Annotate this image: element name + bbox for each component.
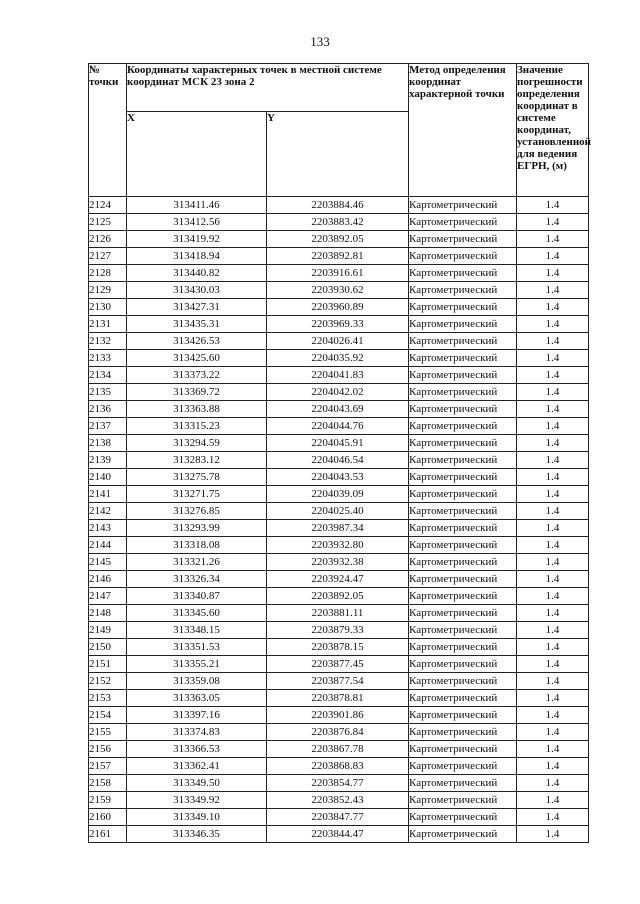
error-cell: 1.4 [517,537,589,554]
error-cell: 1.4 [517,469,589,486]
x-cell: 313430.03 [127,282,267,299]
x-cell: 313425.60 [127,350,267,367]
table-row [89,724,589,741]
error-cell: 1.4 [517,724,589,741]
error-cell: 1.4 [517,588,589,605]
y-cell: 2203932.80 [267,537,409,554]
point-number-cell: 2151 [89,656,127,673]
y-cell: 2204026.41 [267,333,409,350]
x-cell: 313283.12 [127,452,267,469]
error-cell: 1.4 [517,503,589,520]
x-cell: 313411.46 [127,197,267,214]
y-cell: 2203883.42 [267,214,409,231]
point-number-cell: 2125 [89,214,127,231]
point-number-cell: 2154 [89,707,127,724]
x-cell: 313271.75 [127,486,267,503]
point-number-cell: 2140 [89,469,127,486]
table-row [89,554,589,571]
table-row [89,197,589,214]
y-cell: 2204043.69 [267,401,409,418]
point-number-cell: 2161 [89,826,127,843]
y-cell: 2203881.11 [267,605,409,622]
table-row [89,248,589,265]
method-cell: Картометрический [409,741,517,758]
x-cell: 313275.78 [127,469,267,486]
point-number-cell: 2153 [89,690,127,707]
page-number: 133 [310,34,330,49]
error-cell: 1.4 [517,265,589,282]
table-row [89,826,589,843]
point-number-cell: 2134 [89,367,127,384]
point-number-cell: 2139 [89,452,127,469]
point-number-cell: 2156 [89,741,127,758]
x-cell: 313349.10 [127,809,267,826]
error-cell: 1.4 [517,231,589,248]
method-cell: Картометрический [409,656,517,673]
y-cell: 2204045.91 [267,435,409,452]
error-cell: 1.4 [517,707,589,724]
point-number-cell: 2155 [89,724,127,741]
x-cell: 313276.85 [127,503,267,520]
table-row [89,384,589,401]
table-row [89,435,589,452]
point-number-cell: 2145 [89,554,127,571]
method-cell: Картометрический [409,571,517,588]
error-cell: 1.4 [517,622,589,639]
y-cell: 2203969.33 [267,316,409,333]
method-cell: Картометрический [409,724,517,741]
x-cell: 313427.31 [127,299,267,316]
method-cell: Картометрический [409,554,517,571]
point-number-cell: 2160 [89,809,127,826]
error-cell: 1.4 [517,452,589,469]
point-number-cell: 2124 [89,197,127,214]
table-row [89,639,589,656]
method-cell: Картометрический [409,350,517,367]
y-cell: 2204041.83 [267,367,409,384]
error-cell: 1.4 [517,741,589,758]
point-number-cell: 2129 [89,282,127,299]
method-cell: Картометрический [409,384,517,401]
y-cell: 2203847.77 [267,809,409,826]
y-cell: 2204025.40 [267,503,409,520]
error-cell: 1.4 [517,333,589,350]
method-cell: Картометрический [409,214,517,231]
point-number-cell: 2142 [89,503,127,520]
error-cell: 1.4 [517,673,589,690]
error-cell: 1.4 [517,197,589,214]
method-cell: Картометрический [409,673,517,690]
table-row [89,452,589,469]
method-cell: Картометрический [409,809,517,826]
table-row [89,418,589,435]
y-cell: 2203987.34 [267,520,409,537]
point-number-header-label: точки [89,76,119,88]
y-cell: 2203916.61 [267,265,409,282]
x-cell: 313318.08 [127,537,267,554]
x-cell: 313419.92 [127,231,267,248]
x-cell: 313345.60 [127,605,267,622]
point-number-cell: 2131 [89,316,127,333]
table-row [89,792,589,809]
y-cell: 2203868.83 [267,758,409,775]
error-cell: 1.4 [517,214,589,231]
x-cell: 313397.16 [127,707,267,724]
table-row [89,537,589,554]
y-cell: 2203867.78 [267,741,409,758]
error-header: Значение погрешности определения координат в системе координат, установленной для ведения ЕГРН, (м) [517,64,589,197]
error-cell: 1.4 [517,639,589,656]
table-row [89,265,589,282]
error-cell: 1.4 [517,418,589,435]
x-cell: 313326.34 [127,571,267,588]
error-cell: 1.4 [517,826,589,843]
table-row [89,469,589,486]
table-row [89,605,589,622]
method-cell: Картометрический [409,248,517,265]
method-cell: Картометрический [409,367,517,384]
x-cell: 313373.22 [127,367,267,384]
x-cell: 313440.82 [127,265,267,282]
y-cell: 2203960.89 [267,299,409,316]
method-cell: Картометрический [409,197,517,214]
table-row [89,690,589,707]
table-row [89,367,589,384]
x-cell: 313294.59 [127,435,267,452]
x-cell: 313418.94 [127,248,267,265]
point-number-cell: 2138 [89,435,127,452]
x-cell: 313315.23 [127,418,267,435]
error-cell: 1.4 [517,367,589,384]
y-cell: 2203878.15 [267,639,409,656]
error-cell: 1.4 [517,316,589,333]
point-number-cell: 2132 [89,333,127,350]
point-number-cell: 2128 [89,265,127,282]
error-cell: 1.4 [517,656,589,673]
y-cell: 2203854.77 [267,775,409,792]
x-cell: 313366.53 [127,741,267,758]
method-cell: Картометрический [409,265,517,282]
error-cell: 1.4 [517,690,589,707]
y-cell: 2204043.53 [267,469,409,486]
error-cell: 1.4 [517,299,589,316]
point-number-cell: 2143 [89,520,127,537]
method-cell: Картометрический [409,775,517,792]
point-number-cell: 2148 [89,605,127,622]
x-cell: 313355.21 [127,656,267,673]
point-number-cell: 2144 [89,537,127,554]
error-cell: 1.4 [517,809,589,826]
table-row [89,520,589,537]
y-cell: 2204042.02 [267,384,409,401]
error-cell: 1.4 [517,435,589,452]
x-cell: 313359.08 [127,673,267,690]
error-cell: 1.4 [517,605,589,622]
table-row [89,333,589,350]
table-row [89,741,589,758]
method-cell: Картометрический [409,435,517,452]
y-cell: 2203892.05 [267,231,409,248]
error-cell: 1.4 [517,401,589,418]
method-cell: Картометрический [409,826,517,843]
point-number-cell: 2136 [89,401,127,418]
table-row [89,282,589,299]
y-cell: 2203879.33 [267,622,409,639]
method-cell: Картометрический [409,622,517,639]
table-header [89,64,592,197]
y-cell: 2203901.86 [267,707,409,724]
error-cell: 1.4 [517,758,589,775]
table-row [89,350,589,367]
error-cell: 1.4 [517,792,589,809]
point-number-cell: 2137 [89,418,127,435]
method-cell: Картометрический [409,690,517,707]
y-cell: 2203852.43 [267,792,409,809]
point-number-cell: 2135 [89,384,127,401]
x-cell: 313349.50 [127,775,267,792]
y-cell: 2203844.47 [267,826,409,843]
method-header: Метод определения координат характерной точки [409,64,517,197]
point-number-header-symbol: № [89,64,101,76]
point-number-cell: 2158 [89,775,127,792]
x-cell: 313349.92 [127,792,267,809]
y-cell: 2203877.45 [267,656,409,673]
error-cell: 1.4 [517,520,589,537]
y-header: Y [267,112,409,197]
x-cell: 313435.31 [127,316,267,333]
point-number-cell: 2130 [89,299,127,316]
method-cell: Картометрический [409,469,517,486]
table-row [89,758,589,775]
method-cell: Картометрический [409,452,517,469]
method-cell: Картометрический [409,605,517,622]
y-cell: 2203892.05 [267,588,409,605]
error-cell: 1.4 [517,571,589,588]
point-number-cell: 2126 [89,231,127,248]
table-row [89,299,589,316]
method-cell: Картометрический [409,520,517,537]
method-cell: Картометрический [409,299,517,316]
table-row [89,775,589,792]
x-cell: 313293.99 [127,520,267,537]
y-cell: 2203876.84 [267,724,409,741]
x-cell: 313369.72 [127,384,267,401]
point-number-cell: 2150 [89,639,127,656]
y-cell: 2203932.38 [267,554,409,571]
error-cell: 1.4 [517,486,589,503]
x-cell: 313363.88 [127,401,267,418]
y-cell: 2203884.46 [267,197,409,214]
point-number-cell: 2152 [89,673,127,690]
point-number-cell: 2159 [89,792,127,809]
x-cell: 313321.26 [127,554,267,571]
table-body [89,197,589,843]
y-cell: 2203930.62 [267,282,409,299]
x-cell: 313412.56 [127,214,267,231]
x-cell: 313340.87 [127,588,267,605]
x-cell: 313363.05 [127,690,267,707]
table-row [89,656,589,673]
error-cell: 1.4 [517,775,589,792]
x-cell: 313362.41 [127,758,267,775]
x-cell: 313374.83 [127,724,267,741]
table-row [89,486,589,503]
method-cell: Картометрический [409,316,517,333]
method-cell: Картометрический [409,588,517,605]
method-cell: Картометрический [409,503,517,520]
point-number-cell: 2147 [89,588,127,605]
y-cell: 2204044.76 [267,418,409,435]
point-number-cell: 2133 [89,350,127,367]
point-number-cell: 2149 [89,622,127,639]
table-row [89,231,589,248]
point-number-cell: 2157 [89,758,127,775]
method-cell: Картометрический [409,537,517,554]
table-row [89,316,589,333]
x-cell: 313351.53 [127,639,267,656]
method-cell: Картометрический [409,707,517,724]
table-row [89,571,589,588]
table-row [89,214,589,231]
x-cell: 313426.53 [127,333,267,350]
method-cell: Картометрический [409,639,517,656]
y-cell: 2204035.92 [267,350,409,367]
point-number-header [89,64,127,197]
table-row [89,809,589,826]
method-cell: Картометрический [409,792,517,809]
method-cell: Картометрический [409,282,517,299]
error-cell: 1.4 [517,554,589,571]
table-row [89,401,589,418]
method-cell: Картометрический [409,418,517,435]
table-row [89,622,589,639]
table-row [89,673,589,690]
method-cell: Картометрический [409,401,517,418]
point-number-cell: 2141 [89,486,127,503]
coordinates-header: Координаты характерных точек в местной системе координат МСК 23 зона 2 [127,64,409,112]
x-cell: 313346.35 [127,826,267,843]
error-cell: 1.4 [517,282,589,299]
error-cell: 1.4 [517,384,589,401]
table-row [89,707,589,724]
y-cell: 2204039.09 [267,486,409,503]
point-number-cell: 2127 [89,248,127,265]
point-number-cell: 2146 [89,571,127,588]
y-cell: 2203924.47 [267,571,409,588]
method-cell: Картометрический [409,486,517,503]
x-header: X [127,112,267,197]
method-cell: Картометрический [409,758,517,775]
error-cell: 1.4 [517,350,589,367]
table-row [89,588,589,605]
y-cell: 2203877.54 [267,673,409,690]
y-cell: 2203878.81 [267,690,409,707]
y-cell: 2204046.54 [267,452,409,469]
method-cell: Картометрический [409,231,517,248]
y-cell: 2203892.81 [267,248,409,265]
error-cell: 1.4 [517,248,589,265]
table-row [89,503,589,520]
x-cell: 313348.15 [127,622,267,639]
coordinates-table [88,63,592,843]
method-cell: Картометрический [409,333,517,350]
